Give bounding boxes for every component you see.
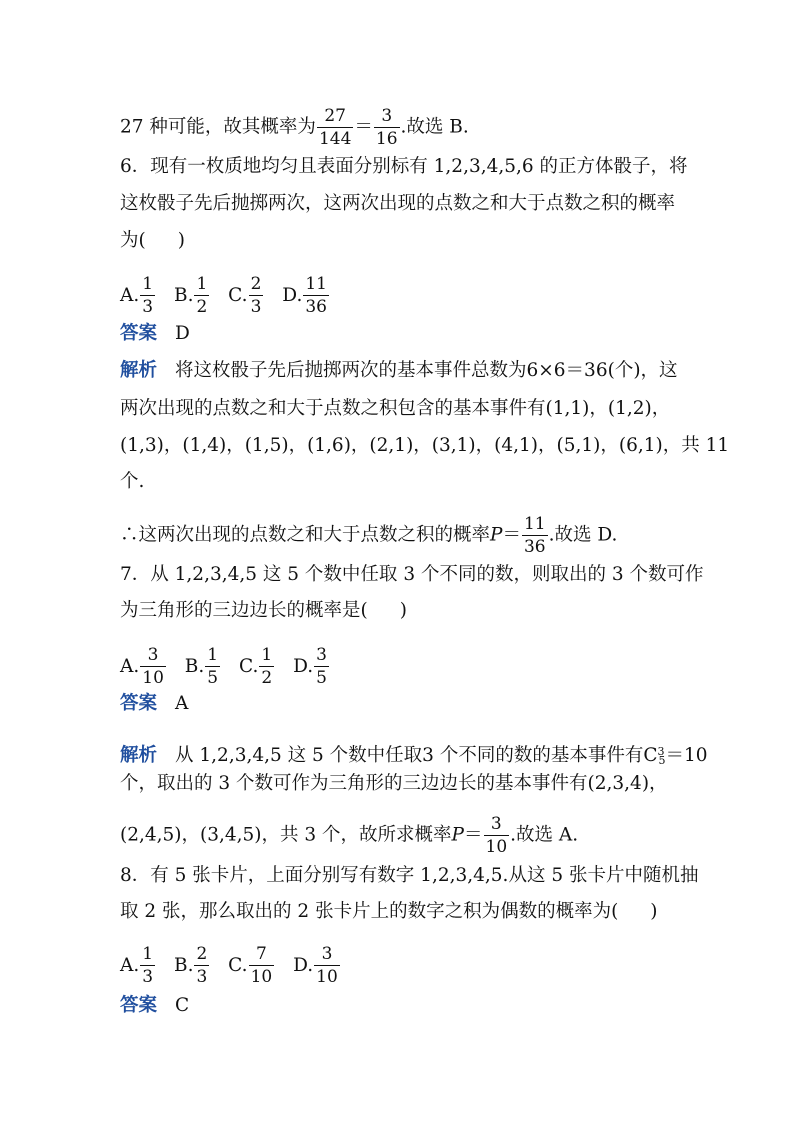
- option-c: C. $\frac{7}{10}$: [228, 944, 273, 987]
- option-b: B. $\frac{1}{5}$: [184, 645, 219, 688]
- fraction: $\frac{3}{10}$: [485, 814, 508, 857]
- q8-stem-line-1: 8．有 5 张卡片，上面分别写有数字 1,2,3,4,5.从这 5 张卡片中随机抽: [120, 865, 699, 886]
- q6-stem-line-2: 这枚骰子先后抛掷两次，这两次出现的点数之和大于点数之积的概率: [120, 193, 676, 214]
- q7-analysis-line-3: (2,4,5)，(3,4,5)，共 3 个，故所求概率P＝ $\frac{3}{10}$ .故选 A.: [120, 814, 579, 857]
- q6-analysis-line-3: (1,3)，(1,4)，(1,5)，(1,6)，(2,1)，(3,1)，(4,1)，(5,1)，(6,1)，共 11: [120, 435, 730, 456]
- analysis-label: 解析: [120, 360, 158, 381]
- option-c: C. $\frac{2}{3}$: [228, 274, 262, 317]
- answer-label: 答案: [120, 995, 158, 1016]
- q6-analysis-line-4: 个.: [120, 471, 145, 492]
- option-b: B. $\frac{1}{2}$: [173, 274, 208, 317]
- answer-value: C: [175, 995, 190, 1016]
- analysis-label: 解析: [120, 745, 158, 766]
- option-c: C. $\frac{1}{2}$: [238, 645, 273, 688]
- option-a: A. $\frac{1}{3}$: [120, 274, 154, 317]
- q7-stem-line-1: 7．从 1,2,3,4,5 这 5 个数中任取 3 个不同的数，则取出的 3 个数可作: [120, 564, 704, 585]
- q7-stem-line-2: 为三角形的三边边长的概率是( ): [120, 600, 407, 621]
- answer-value: D: [175, 323, 190, 344]
- option-a: A. $\frac{3}{10}$: [120, 645, 164, 688]
- q6-analysis-line-2: 两次出现的点数之和大于点数之积包含的基本事件有(1,1)，(1,2)，: [120, 398, 671, 419]
- q6-answer: [120, 322, 190, 346]
- q6-options: [120, 274, 342, 317]
- prev-solution-line: 27 种可能，故其概率为 $\frac{27}{144}$ ＝ $\frac{3}{16}$ .故选 B.: [120, 106, 469, 149]
- answer-label: 答案: [120, 323, 158, 344]
- fraction: $\frac{11}{36}$: [523, 514, 546, 557]
- q7-analysis-line-2: 个，取出的 3 个数可作为三角形的三边边长的基本事件有(2,3,4)，: [120, 773, 668, 794]
- fraction: $\frac{27}{144}$: [318, 106, 352, 149]
- q7-options: [120, 645, 342, 688]
- answer-value: A: [175, 693, 189, 714]
- q6-analysis-line-1: 解析 将这枚骰子先后抛掷两次的基本事件总数为6×6＝36(个)，这: [120, 360, 678, 381]
- q7-analysis-line-1: 解析 从 1,2,3,4,5 这 5 个数中任取3 个不同的数的基本事件有$C^3_5=10$: [120, 745, 708, 767]
- option-a: A. $\frac{1}{3}$: [120, 944, 154, 987]
- option-d: D. $\frac{3}{10}$: [293, 944, 338, 987]
- q8-stem-line-2: 取 2 张，那么取出的 2 张卡片上的数字之积为偶数的概率为( ): [120, 901, 658, 922]
- answer-label: 答案: [120, 693, 158, 714]
- q6-stem-line-1: 6．现有一枚质地均匀且表面分别标有 1,2,3,4,5,6 的正方体骰子，将: [120, 156, 688, 177]
- fraction: $\frac{3}{16}$: [375, 106, 398, 149]
- q6-conclusion: ∴这两次出现的点数之和大于点数之积的概率P＝ $\frac{11}{36}$ .故选 D.: [120, 514, 618, 557]
- option-d: D. $\frac{11}{36}$: [282, 274, 327, 317]
- text: 27 种可能，故其概率为: [120, 116, 316, 138]
- q6-stem-line-3: 为( ): [120, 230, 185, 251]
- q8-options: [120, 944, 353, 987]
- option-b: B. $\frac{2}{3}$: [173, 944, 208, 987]
- q7-answer: [120, 692, 188, 716]
- q8-answer: [120, 994, 189, 1018]
- option-d: D. $\frac{3}{5}$: [293, 645, 327, 688]
